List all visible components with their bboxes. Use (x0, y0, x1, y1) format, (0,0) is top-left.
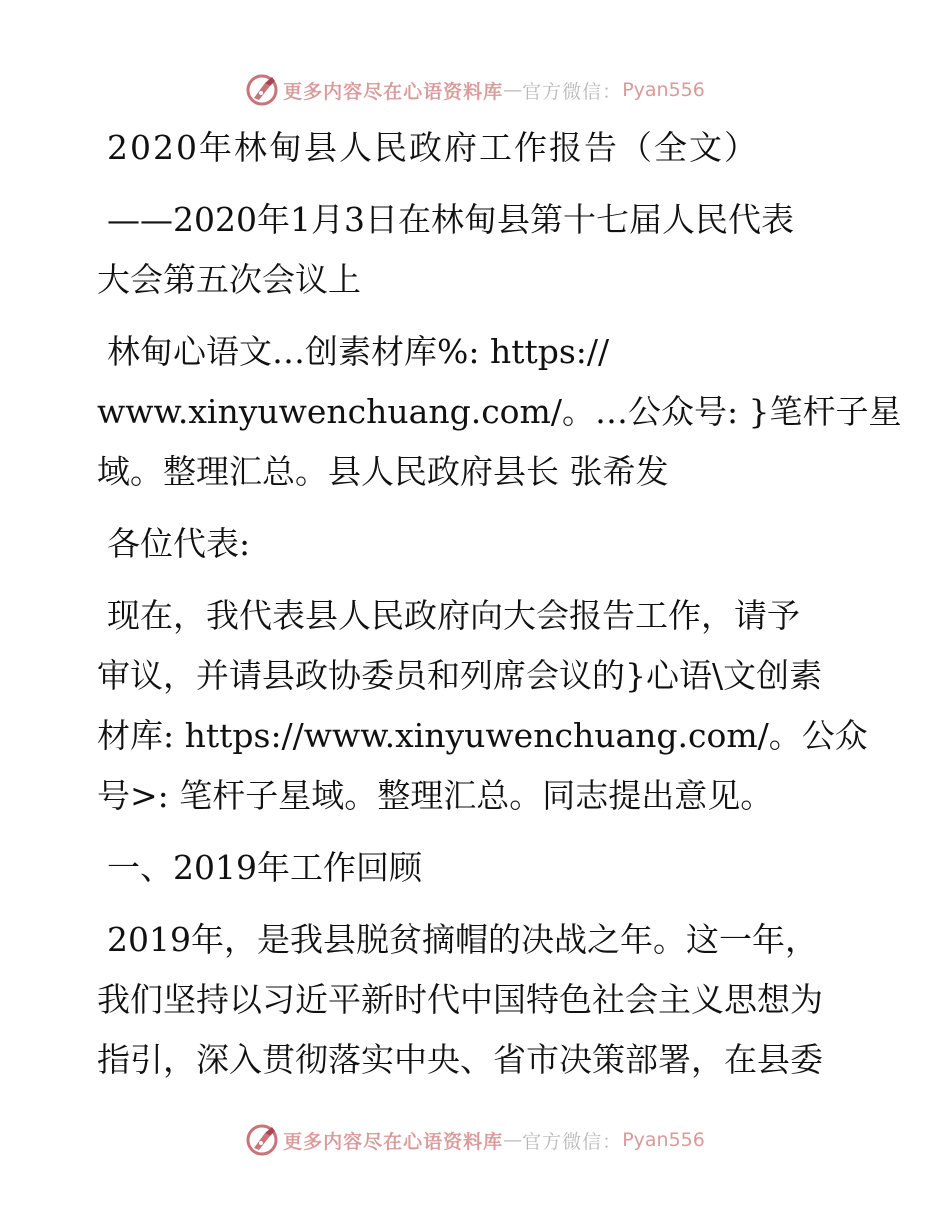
footer-watermark-banner (0, 1120, 950, 1160)
source-line-3: 域。整理汇总。县人民政府县长 张希发 (97, 452, 669, 491)
subtitle-line-1: ——2020年1月3日在林甸县第十七届人民代表 (107, 200, 794, 239)
banner-dash: — (503, 79, 523, 101)
salutation: 各位代表: (107, 524, 251, 563)
pen-nib-logo-icon (245, 1123, 279, 1157)
intro-line-3: 材库: https://www.xinyuwenchuang.com/。公众 (97, 716, 868, 755)
banner-wechat-id: Pyan556 (622, 79, 705, 101)
body-line-3: 指引，深入贯彻落实中央、省市决策部署，在县委 (97, 1040, 823, 1079)
document-subtitle (97, 190, 857, 310)
body-paragraph (97, 910, 857, 1090)
subtitle-line-2: 大会第五次会议上 (97, 260, 361, 299)
body-line-2: 我们坚持以习近平新时代中国特色社会主义思想为 (97, 980, 823, 1019)
intro-line-2: 审议，并请县政协委员和列席会议的}心语\文创素 (97, 656, 823, 695)
intro-paragraph (97, 586, 868, 826)
header-watermark-banner (0, 70, 950, 110)
document-body (97, 118, 902, 1102)
banner-text: 更多内容尽在心语资料库 (283, 1130, 504, 1153)
banner-dash: — (503, 1129, 523, 1151)
banner-wechat-label: 官方微信： (522, 80, 623, 103)
pen-nib-logo-icon (245, 73, 279, 107)
intro-line-4: 号>: 笔杆子星域。整理汇总。同志提出意见。 (97, 776, 774, 815)
source-line-1: 林甸心语文…创素材库%: https:// (107, 332, 610, 371)
banner-text: 更多内容尽在心语资料库 (283, 80, 504, 103)
document-title: 2020年林甸县人民政府工作报告（全文） (107, 128, 759, 167)
intro-line-1: 现在，我代表县人民政府向大会报告工作，请予 (107, 596, 800, 635)
banner-wechat-id: Pyan556 (622, 1129, 705, 1151)
source-paragraph (97, 322, 902, 502)
body-line-1: 2019年，是我县脱贫摘帽的决战之年。这一年， (107, 920, 818, 959)
source-line-2: www.xinyuwenchuang.com/。…公众号: }笔杆子星 (97, 392, 902, 431)
banner-wechat-label: 官方微信： (522, 1130, 623, 1153)
section-heading: 一、2019年工作回顾 (107, 848, 422, 887)
